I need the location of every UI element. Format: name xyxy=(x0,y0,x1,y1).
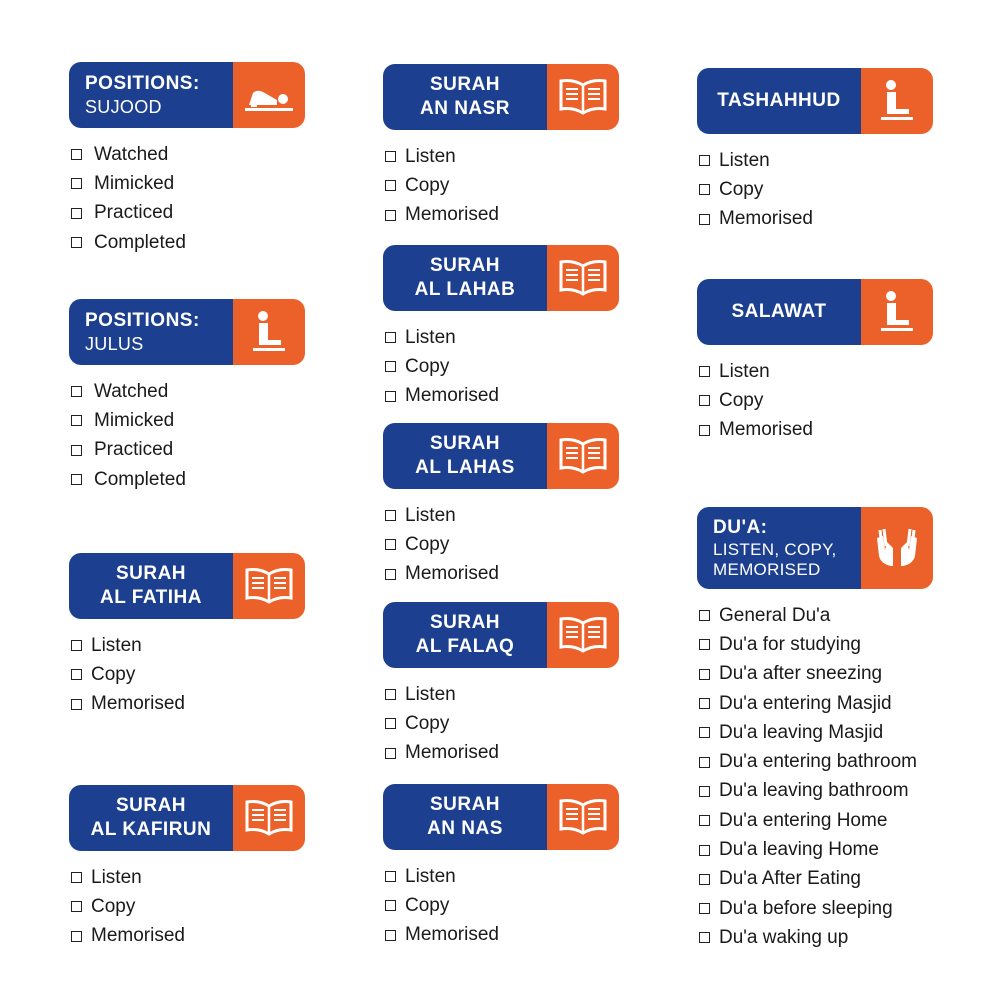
checklist-item[interactable] xyxy=(385,862,619,891)
checklist xyxy=(697,357,933,445)
checklist-item-label: Completed xyxy=(94,468,186,490)
card-header xyxy=(69,62,305,128)
checklist xyxy=(69,631,305,719)
checklist-item-label: Listen xyxy=(719,149,770,171)
checklist-item-label: Du'a After Eating xyxy=(719,868,861,890)
open-book-icon xyxy=(547,423,619,489)
sitting-figure-icon xyxy=(861,279,933,345)
checklist-item-label: Watched xyxy=(94,380,169,402)
checklist-item-label: Du'a for studying xyxy=(719,633,861,655)
checkbox[interactable] xyxy=(385,569,396,580)
checklist-item-label: Du'a leaving Home xyxy=(719,839,879,861)
checklist-item-label: Copy xyxy=(405,894,450,916)
checklist xyxy=(697,601,933,953)
checkbox[interactable] xyxy=(385,539,396,550)
checklist-item-label: Copy xyxy=(719,389,764,411)
checklist-item[interactable] xyxy=(699,689,933,718)
checkbox[interactable] xyxy=(71,178,82,189)
checkbox[interactable] xyxy=(699,639,710,650)
checklist-item[interactable] xyxy=(385,891,619,920)
checklist xyxy=(383,862,619,950)
card-subtitle: AL FALAQ xyxy=(415,636,515,657)
open-book-icon xyxy=(233,785,305,851)
checkbox[interactable] xyxy=(71,931,82,942)
checklist-item-label: Watched xyxy=(94,143,169,165)
checklist-item[interactable] xyxy=(71,140,305,169)
checklist-item-label: Memorised xyxy=(91,693,185,715)
checklist-item[interactable] xyxy=(71,169,305,198)
checklist-item[interactable] xyxy=(699,747,933,776)
checkbox[interactable] xyxy=(699,903,710,914)
checkbox[interactable] xyxy=(699,727,710,738)
checkbox[interactable] xyxy=(699,395,710,406)
card-positions-sujood xyxy=(69,62,305,257)
card-title-block xyxy=(383,245,547,311)
checkbox[interactable] xyxy=(699,425,710,436)
card-title: SURAH xyxy=(429,74,501,95)
checkbox[interactable] xyxy=(71,237,82,248)
checkbox[interactable] xyxy=(71,640,82,651)
open-book-icon xyxy=(547,245,619,311)
checklist-item[interactable] xyxy=(385,530,619,559)
checklist-item[interactable] xyxy=(71,690,305,719)
card-header xyxy=(697,507,933,589)
checklist-item-label: Memorised xyxy=(405,563,499,585)
card-subtitle: AL FATIHA xyxy=(100,587,202,608)
card-title: SURAH xyxy=(115,563,187,584)
checklist-item-label: Completed xyxy=(94,231,186,253)
card-surah-an-nas xyxy=(383,784,619,950)
card-title-block xyxy=(69,553,233,619)
checklist-item-label: Listen xyxy=(91,866,142,888)
checklist-item[interactable] xyxy=(385,323,619,352)
checklist-item[interactable] xyxy=(699,357,933,386)
card-subtitle: AN NAS xyxy=(427,818,503,839)
card-title-block xyxy=(383,423,547,489)
checklist-item-label: Listen xyxy=(91,634,142,656)
checklist-item[interactable] xyxy=(71,465,305,494)
checklist-item-label: Memorised xyxy=(719,419,813,441)
checklist-item-label: Du'a waking up xyxy=(719,926,849,948)
card-title: SALAWAT xyxy=(731,301,827,322)
checklist-item-label: Listen xyxy=(405,865,456,887)
card-header xyxy=(383,784,619,850)
checkbox[interactable] xyxy=(385,748,396,759)
card-title: SURAH xyxy=(429,612,501,633)
checklist-item[interactable] xyxy=(699,175,933,204)
card-surah-al-lahas xyxy=(383,423,619,589)
prostration-icon xyxy=(233,62,305,128)
checkbox[interactable] xyxy=(699,757,710,768)
checklist-item-label: Listen xyxy=(405,504,456,526)
checkbox[interactable] xyxy=(385,900,396,911)
checklist-item-label: Memorised xyxy=(405,924,499,946)
card-positions-julus xyxy=(69,299,305,494)
checkbox[interactable] xyxy=(699,610,710,621)
checkbox[interactable] xyxy=(699,698,710,709)
checklist-item[interactable] xyxy=(385,142,619,171)
checklist-item-label: Listen xyxy=(405,683,456,705)
checkbox[interactable] xyxy=(71,699,82,710)
checklist-item[interactable] xyxy=(699,865,933,894)
card-title-block xyxy=(383,64,547,130)
checklist xyxy=(383,142,619,230)
checklist-item[interactable] xyxy=(71,377,305,406)
sitting-figure-icon xyxy=(861,68,933,134)
checklist-item[interactable] xyxy=(699,205,933,234)
card-salawat xyxy=(697,279,933,445)
card-dua xyxy=(697,507,933,953)
checkbox[interactable] xyxy=(385,510,396,521)
checklist-item[interactable] xyxy=(385,171,619,200)
checklist-item[interactable] xyxy=(699,660,933,689)
checklist-item[interactable] xyxy=(385,201,619,230)
checklist-item-label: Copy xyxy=(405,533,450,555)
card-title: TASHAHHUD xyxy=(717,90,841,111)
checkbox[interactable] xyxy=(71,386,82,397)
checklist-item[interactable] xyxy=(385,739,619,768)
checklist-item[interactable] xyxy=(71,406,305,435)
checkbox[interactable] xyxy=(699,366,710,377)
card-header xyxy=(69,299,305,365)
checkbox[interactable] xyxy=(385,391,396,402)
checklist xyxy=(69,377,305,494)
checklist-item[interactable] xyxy=(699,777,933,806)
checklist-item[interactable] xyxy=(71,199,305,228)
checklist-item-label: Du'a before sleeping xyxy=(719,897,893,919)
card-subtitle: SUJOOD xyxy=(85,97,162,117)
checkbox[interactable] xyxy=(71,445,82,456)
checkbox[interactable] xyxy=(385,210,396,221)
card-header xyxy=(69,785,305,851)
checklist-item[interactable] xyxy=(699,416,933,445)
checkbox[interactable] xyxy=(71,208,82,219)
checklist-item[interactable] xyxy=(71,892,305,921)
checkbox[interactable] xyxy=(699,155,710,166)
checklist-item-label: Listen xyxy=(719,360,770,382)
checkbox[interactable] xyxy=(699,214,710,225)
checklist-item[interactable] xyxy=(385,560,619,589)
checkbox[interactable] xyxy=(385,361,396,372)
card-header xyxy=(383,64,619,130)
card-title: SURAH xyxy=(115,795,187,816)
checklist-item-label: Listen xyxy=(405,326,456,348)
checklist-item-label: Mimicked xyxy=(94,409,175,431)
card-surah-al-lahab xyxy=(383,245,619,411)
checkbox[interactable] xyxy=(699,786,710,797)
card-title-block xyxy=(383,602,547,668)
checkbox[interactable] xyxy=(71,474,82,485)
checklist-item-label: Memorised xyxy=(719,208,813,230)
checklist xyxy=(383,323,619,411)
checklist-item-label: Memorised xyxy=(405,742,499,764)
checklist-item[interactable] xyxy=(699,835,933,864)
checklist-item[interactable] xyxy=(385,921,619,950)
card-title: POSITIONS: xyxy=(85,310,200,331)
checkbox[interactable] xyxy=(71,901,82,912)
card-header xyxy=(383,245,619,311)
card-subtitle: AL KAFIRUN xyxy=(90,819,212,840)
card-subtitle-line: MEMORISED xyxy=(713,560,821,579)
card-title: SURAH xyxy=(429,255,501,276)
card-surah-al-fatiha xyxy=(69,553,305,719)
open-book-icon xyxy=(233,553,305,619)
checklist-item[interactable] xyxy=(71,631,305,660)
checkbox[interactable] xyxy=(699,845,710,856)
checkbox[interactable] xyxy=(699,874,710,885)
checklist-item-label: Copy xyxy=(91,895,136,917)
card-header xyxy=(697,279,933,345)
card-title: POSITIONS: xyxy=(85,73,200,94)
card-subtitle: JULUS xyxy=(85,334,144,354)
checklist-item-label: Copy xyxy=(405,174,450,196)
checklist-item-label: Memorised xyxy=(405,204,499,226)
checklist-item-label: Copy xyxy=(719,178,764,200)
checklist-item[interactable] xyxy=(699,601,933,630)
checkbox[interactable] xyxy=(385,871,396,882)
card-header xyxy=(69,553,305,619)
checkbox[interactable] xyxy=(71,669,82,680)
checkbox[interactable] xyxy=(385,930,396,941)
card-header xyxy=(697,68,933,134)
checklist xyxy=(383,680,619,768)
card-title-block xyxy=(697,279,861,345)
card-subtitle: AL LAHAS xyxy=(415,457,515,478)
open-book-icon xyxy=(547,602,619,668)
checkbox[interactable] xyxy=(699,669,710,680)
checklist-item-label: General Du'a xyxy=(719,604,831,626)
checklist-item[interactable] xyxy=(385,352,619,381)
checklist-item-label: Du'a leaving Masjid xyxy=(719,721,884,743)
open-book-icon xyxy=(547,64,619,130)
checklist-item-label: Copy xyxy=(405,712,450,734)
card-header xyxy=(383,423,619,489)
checkbox[interactable] xyxy=(699,932,710,943)
checkbox[interactable] xyxy=(699,815,710,826)
checklist-item[interactable] xyxy=(71,228,305,257)
open-book-icon xyxy=(547,784,619,850)
checklist-item[interactable] xyxy=(699,923,933,952)
card-title: DU'A: xyxy=(713,517,768,538)
checklist-item-label: Mimicked xyxy=(94,172,175,194)
checklist-item[interactable] xyxy=(71,660,305,689)
checklist-item[interactable] xyxy=(385,709,619,738)
sitting-figure-icon xyxy=(233,299,305,365)
checklist-item-label: Practiced xyxy=(94,202,174,224)
checklist-item[interactable] xyxy=(699,806,933,835)
checklist-item[interactable] xyxy=(71,436,305,465)
raised-hands-icon xyxy=(861,507,933,589)
checklist-item-label: Du'a entering Masjid xyxy=(719,692,892,714)
checkbox[interactable] xyxy=(71,872,82,883)
card-surah-al-kafirun xyxy=(69,785,305,951)
card-surah-al-falaq xyxy=(383,602,619,768)
checklist-item[interactable] xyxy=(71,922,305,951)
checkbox[interactable] xyxy=(385,689,396,700)
checkbox[interactable] xyxy=(385,151,396,162)
checklist-item-label: Copy xyxy=(405,355,450,377)
checklist xyxy=(69,863,305,951)
card-subtitle: AN NASR xyxy=(419,98,511,119)
card-surah-an-nasr xyxy=(383,64,619,230)
card-header xyxy=(383,602,619,668)
checkbox[interactable] xyxy=(385,718,396,729)
card-title-block xyxy=(697,68,861,134)
checklist-item[interactable] xyxy=(699,718,933,747)
card-subtitle-line: LISTEN, COPY, xyxy=(713,540,837,559)
checklist-item[interactable] xyxy=(385,382,619,411)
checklist-item-label: Copy xyxy=(91,663,136,685)
checklist-item-label: Du'a entering Home xyxy=(719,809,888,831)
checkbox[interactable] xyxy=(385,180,396,191)
checkbox[interactable] xyxy=(71,149,82,160)
card-subtitle: AL LAHAB xyxy=(414,279,516,300)
checkbox[interactable] xyxy=(71,415,82,426)
checklist-item[interactable] xyxy=(71,863,305,892)
checklist-item-label: Du'a leaving bathroom xyxy=(719,780,909,802)
checklist-item[interactable] xyxy=(385,680,619,709)
checklist-item-label: Memorised xyxy=(405,385,499,407)
checklist-item-label: Memorised xyxy=(91,925,185,947)
checklist-item[interactable] xyxy=(699,630,933,659)
card-title-block xyxy=(697,507,861,589)
checklist xyxy=(383,501,619,589)
checklist-item-label: Listen xyxy=(405,145,456,167)
checklist-item[interactable] xyxy=(385,501,619,530)
card-tashahhud xyxy=(697,68,933,234)
checkbox[interactable] xyxy=(385,332,396,343)
checklist-item-label: Du'a after sneezing xyxy=(719,663,883,685)
card-title: SURAH xyxy=(429,794,501,815)
checklist xyxy=(697,146,933,234)
checklist xyxy=(69,140,305,257)
checklist-item[interactable] xyxy=(699,386,933,415)
checklist-item-label: Practiced xyxy=(94,439,174,461)
checkbox[interactable] xyxy=(699,184,710,195)
checklist-item[interactable] xyxy=(699,894,933,923)
card-title: SURAH xyxy=(429,433,501,454)
checklist-item[interactable] xyxy=(699,146,933,175)
card-title-block xyxy=(383,784,547,850)
card-title-block xyxy=(69,785,233,851)
card-title-block xyxy=(69,62,233,128)
card-title-block xyxy=(69,299,233,365)
checklist-item-label: Du'a entering bathroom xyxy=(719,751,917,773)
